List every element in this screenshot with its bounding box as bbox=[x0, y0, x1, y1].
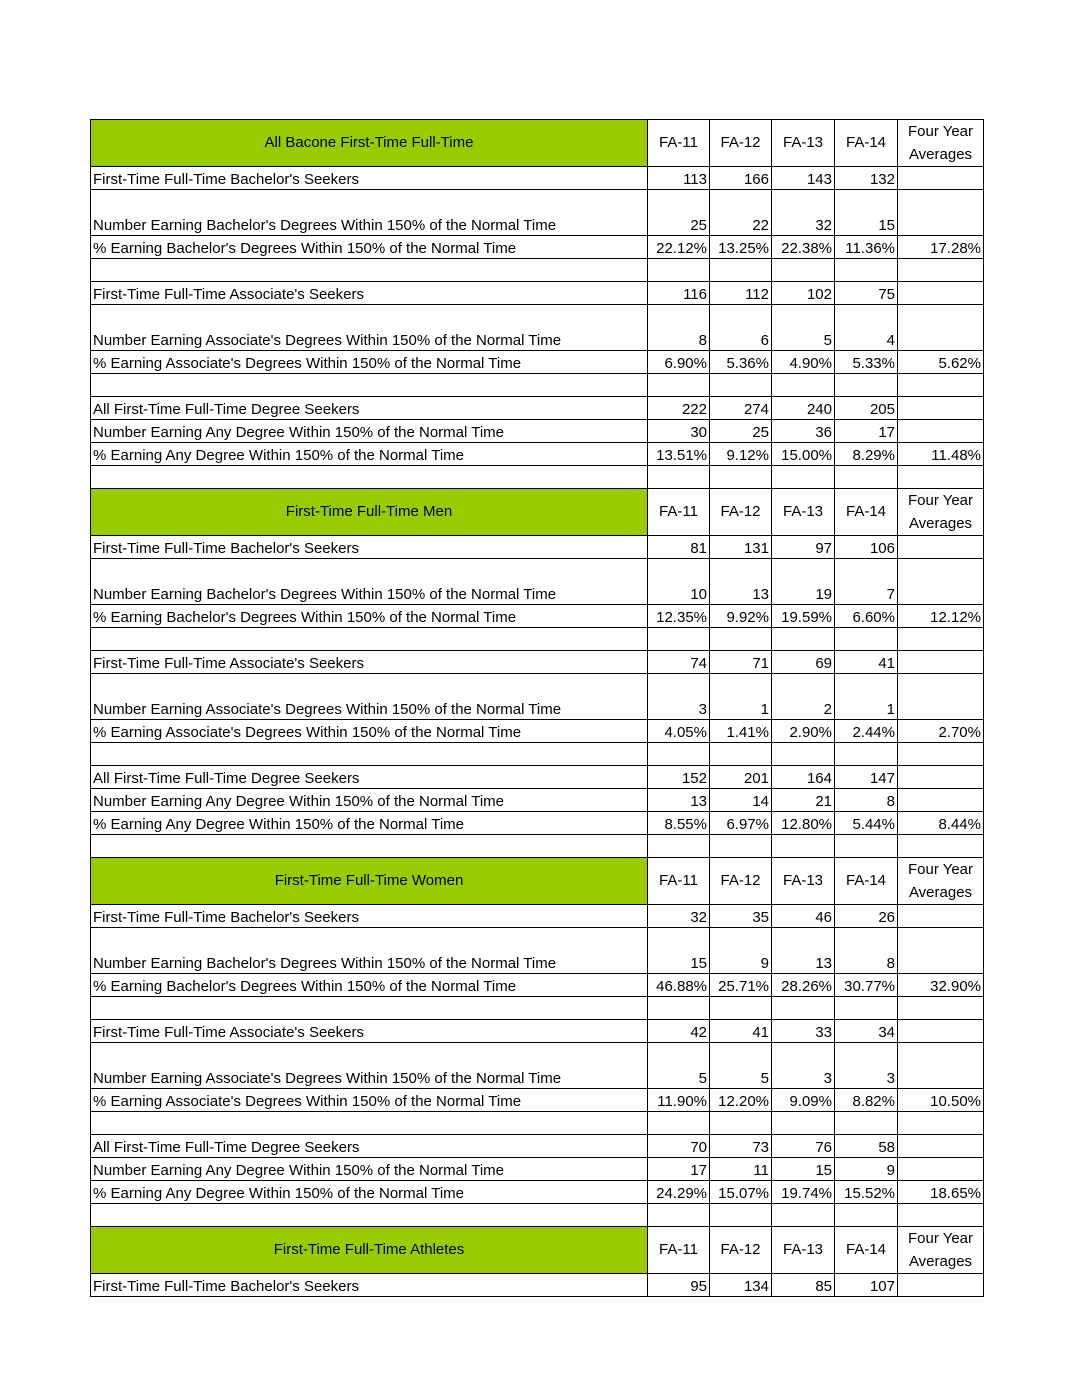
table-row bbox=[91, 1020, 984, 1043]
value-cell bbox=[710, 1112, 772, 1135]
value-cell: 17 bbox=[648, 1158, 710, 1181]
four-year-averages-header bbox=[898, 489, 984, 536]
table-row bbox=[91, 812, 984, 835]
column-header: FA-12 bbox=[710, 1227, 772, 1274]
avg-header-line2: Averages bbox=[908, 515, 973, 532]
spacer-row bbox=[91, 835, 984, 858]
row-label: Number Earning Any Degree Within 150% of the Normal Time bbox=[91, 789, 648, 812]
row-label: First-Time Full-Time Bachelor's Seekers bbox=[91, 1274, 648, 1297]
table-row bbox=[91, 443, 984, 466]
spacer-row bbox=[91, 743, 984, 766]
average-cell bbox=[898, 651, 984, 674]
value-cell bbox=[648, 997, 710, 1020]
row-label: Number Earning Associate's Degrees Within 150% of the Normal Time bbox=[91, 1043, 648, 1089]
value-cell: 46.88% bbox=[648, 974, 710, 997]
value-cell: 30.77% bbox=[835, 974, 898, 997]
row-label: Number Earning Bachelor's Degrees Within 150% of the Normal Time bbox=[91, 190, 648, 236]
value-cell: 25.71% bbox=[710, 974, 772, 997]
average-cell: 5.62% bbox=[898, 351, 984, 374]
value-cell: 166 bbox=[710, 167, 772, 190]
completion-rates-table bbox=[90, 119, 984, 1297]
average-cell bbox=[898, 282, 984, 305]
value-cell: 4 bbox=[835, 305, 898, 351]
value-cell: 11.90% bbox=[648, 1089, 710, 1112]
value-cell: 22 bbox=[710, 190, 772, 236]
value-cell: 8.29% bbox=[835, 443, 898, 466]
value-cell: 42 bbox=[648, 1020, 710, 1043]
value-cell: 41 bbox=[710, 1020, 772, 1043]
four-year-averages-header bbox=[898, 1227, 984, 1274]
column-header: FA-11 bbox=[648, 858, 710, 905]
value-cell: 24.29% bbox=[648, 1181, 710, 1204]
value-cell: 28.26% bbox=[772, 974, 835, 997]
value-cell: 7 bbox=[835, 559, 898, 605]
value-cell: 15 bbox=[835, 190, 898, 236]
avg-header-line2: Averages bbox=[908, 146, 973, 163]
value-cell bbox=[710, 997, 772, 1020]
value-cell: 46 bbox=[772, 905, 835, 928]
row-label: % Earning Associate's Degrees Within 150% of the Normal Time bbox=[91, 351, 648, 374]
average-cell bbox=[898, 1135, 984, 1158]
value-cell: 3 bbox=[772, 1043, 835, 1089]
column-header: FA-13 bbox=[772, 120, 835, 167]
value-cell: 76 bbox=[772, 1135, 835, 1158]
average-cell bbox=[898, 1112, 984, 1135]
table-row bbox=[91, 974, 984, 997]
value-cell: 9 bbox=[835, 1158, 898, 1181]
average-cell: 18.65% bbox=[898, 1181, 984, 1204]
value-cell: 69 bbox=[772, 651, 835, 674]
column-header: FA-11 bbox=[648, 1227, 710, 1274]
value-cell bbox=[710, 259, 772, 282]
section-title: First-Time Full-Time Athletes bbox=[91, 1227, 648, 1274]
value-cell: 2.44% bbox=[835, 720, 898, 743]
section-title: All Bacone First-Time Full-Time bbox=[91, 120, 648, 167]
column-header: FA-12 bbox=[710, 489, 772, 536]
value-cell bbox=[772, 835, 835, 858]
row-label: All First-Time Full-Time Degree Seekers bbox=[91, 766, 648, 789]
section-header-row bbox=[91, 489, 984, 536]
value-cell: 73 bbox=[710, 1135, 772, 1158]
section-header-row bbox=[91, 1227, 984, 1274]
row-label: Number Earning Any Degree Within 150% of the Normal Time bbox=[91, 420, 648, 443]
value-cell bbox=[648, 259, 710, 282]
value-cell: 8.55% bbox=[648, 812, 710, 835]
value-cell: 11.36% bbox=[835, 236, 898, 259]
value-cell: 164 bbox=[772, 766, 835, 789]
value-cell bbox=[710, 466, 772, 489]
row-label bbox=[91, 1112, 648, 1135]
value-cell bbox=[772, 466, 835, 489]
row-label: % Earning Any Degree Within 150% of the Normal Time bbox=[91, 443, 648, 466]
column-header: FA-12 bbox=[710, 858, 772, 905]
value-cell: 81 bbox=[648, 536, 710, 559]
value-cell: 34 bbox=[835, 1020, 898, 1043]
value-cell bbox=[772, 259, 835, 282]
spacer-row bbox=[91, 1204, 984, 1227]
row-label: First-Time Full-Time Associate's Seekers bbox=[91, 282, 648, 305]
value-cell: 11 bbox=[710, 1158, 772, 1181]
value-cell: 71 bbox=[710, 651, 772, 674]
table-row bbox=[91, 928, 984, 974]
value-cell: 15 bbox=[648, 928, 710, 974]
value-cell: 152 bbox=[648, 766, 710, 789]
average-cell: 17.28% bbox=[898, 236, 984, 259]
value-cell: 26 bbox=[835, 905, 898, 928]
value-cell: 113 bbox=[648, 167, 710, 190]
average-cell bbox=[898, 167, 984, 190]
average-cell bbox=[898, 559, 984, 605]
value-cell: 30 bbox=[648, 420, 710, 443]
average-cell bbox=[898, 305, 984, 351]
row-label: Number Earning Associate's Degrees Within 150% of the Normal Time bbox=[91, 674, 648, 720]
value-cell: 3 bbox=[648, 674, 710, 720]
value-cell: 95 bbox=[648, 1274, 710, 1297]
value-cell bbox=[835, 997, 898, 1020]
table-row bbox=[91, 1158, 984, 1181]
value-cell: 19.74% bbox=[772, 1181, 835, 1204]
value-cell bbox=[835, 1204, 898, 1227]
value-cell: 36 bbox=[772, 420, 835, 443]
row-label: Number Earning Bachelor's Degrees Within 150% of the Normal Time bbox=[91, 559, 648, 605]
value-cell bbox=[648, 1204, 710, 1227]
table-row bbox=[91, 536, 984, 559]
row-label: First-Time Full-Time Bachelor's Seekers bbox=[91, 167, 648, 190]
value-cell: 15.52% bbox=[835, 1181, 898, 1204]
value-cell bbox=[648, 628, 710, 651]
average-cell bbox=[898, 190, 984, 236]
value-cell bbox=[710, 1204, 772, 1227]
average-cell bbox=[898, 1274, 984, 1297]
row-label bbox=[91, 259, 648, 282]
value-cell: 6.97% bbox=[710, 812, 772, 835]
row-label: Number Earning Associate's Degrees Within 150% of the Normal Time bbox=[91, 305, 648, 351]
average-cell bbox=[898, 420, 984, 443]
average-cell bbox=[898, 259, 984, 282]
value-cell bbox=[835, 259, 898, 282]
row-label: First-Time Full-Time Bachelor's Seekers bbox=[91, 905, 648, 928]
table-row bbox=[91, 559, 984, 605]
value-cell: 131 bbox=[710, 536, 772, 559]
average-cell: 12.12% bbox=[898, 605, 984, 628]
value-cell: 5 bbox=[772, 305, 835, 351]
section-header-row bbox=[91, 858, 984, 905]
value-cell bbox=[772, 997, 835, 1020]
column-header: FA-11 bbox=[648, 489, 710, 536]
value-cell bbox=[648, 743, 710, 766]
row-label bbox=[91, 743, 648, 766]
row-label: Number Earning Any Degree Within 150% of the Normal Time bbox=[91, 1158, 648, 1181]
value-cell: 143 bbox=[772, 167, 835, 190]
value-cell: 106 bbox=[835, 536, 898, 559]
table-row bbox=[91, 789, 984, 812]
table-row bbox=[91, 282, 984, 305]
avg-header-line2: Averages bbox=[908, 1253, 973, 1270]
value-cell: 9 bbox=[710, 928, 772, 974]
value-cell: 8.82% bbox=[835, 1089, 898, 1112]
avg-header-line1: Four Year bbox=[907, 1230, 974, 1247]
avg-header-line2: Averages bbox=[908, 884, 973, 901]
value-cell bbox=[648, 374, 710, 397]
table-row bbox=[91, 397, 984, 420]
section-title: First-Time Full-Time Men bbox=[91, 489, 648, 536]
value-cell: 13 bbox=[710, 559, 772, 605]
value-cell bbox=[835, 374, 898, 397]
table-row bbox=[91, 305, 984, 351]
value-cell: 5 bbox=[648, 1043, 710, 1089]
value-cell: 8 bbox=[835, 789, 898, 812]
row-label: % Earning Bachelor's Degrees Within 150% of the Normal Time bbox=[91, 605, 648, 628]
table-row bbox=[91, 1274, 984, 1297]
value-cell: 9.12% bbox=[710, 443, 772, 466]
value-cell: 25 bbox=[648, 190, 710, 236]
value-cell bbox=[710, 743, 772, 766]
column-header: FA-14 bbox=[835, 120, 898, 167]
four-year-averages-header bbox=[898, 120, 984, 167]
value-cell: 1 bbox=[710, 674, 772, 720]
value-cell: 41 bbox=[835, 651, 898, 674]
average-cell bbox=[898, 905, 984, 928]
spacer-row bbox=[91, 1112, 984, 1135]
value-cell: 5.33% bbox=[835, 351, 898, 374]
value-cell: 22.12% bbox=[648, 236, 710, 259]
value-cell bbox=[772, 374, 835, 397]
average-cell bbox=[898, 743, 984, 766]
column-header: FA-14 bbox=[835, 858, 898, 905]
column-header: FA-13 bbox=[772, 1227, 835, 1274]
table-row bbox=[91, 1181, 984, 1204]
value-cell: 17 bbox=[835, 420, 898, 443]
value-cell: 97 bbox=[772, 536, 835, 559]
row-label: % Earning Associate's Degrees Within 150% of the Normal Time bbox=[91, 720, 648, 743]
average-cell bbox=[898, 1158, 984, 1181]
value-cell bbox=[710, 374, 772, 397]
spacer-row bbox=[91, 997, 984, 1020]
spacer-row bbox=[91, 259, 984, 282]
value-cell: 14 bbox=[710, 789, 772, 812]
section-title: First-Time Full-Time Women bbox=[91, 858, 648, 905]
value-cell: 85 bbox=[772, 1274, 835, 1297]
average-cell bbox=[898, 397, 984, 420]
value-cell: 22.38% bbox=[772, 236, 835, 259]
row-label: All First-Time Full-Time Degree Seekers bbox=[91, 1135, 648, 1158]
column-header: FA-14 bbox=[835, 489, 898, 536]
avg-header-line1: Four Year bbox=[907, 861, 974, 878]
average-cell bbox=[898, 374, 984, 397]
average-cell: 8.44% bbox=[898, 812, 984, 835]
value-cell: 19 bbox=[772, 559, 835, 605]
row-label: First-Time Full-Time Bachelor's Seekers bbox=[91, 536, 648, 559]
completion-rates-sheet bbox=[90, 119, 984, 1297]
average-cell: 2.70% bbox=[898, 720, 984, 743]
average-cell bbox=[898, 628, 984, 651]
table-row bbox=[91, 905, 984, 928]
value-cell bbox=[710, 628, 772, 651]
value-cell: 2 bbox=[772, 674, 835, 720]
row-label bbox=[91, 628, 648, 651]
value-cell: 15.00% bbox=[772, 443, 835, 466]
value-cell: 132 bbox=[835, 167, 898, 190]
spacer-row bbox=[91, 628, 984, 651]
value-cell bbox=[772, 1112, 835, 1135]
average-cell bbox=[898, 466, 984, 489]
value-cell: 35 bbox=[710, 905, 772, 928]
value-cell bbox=[648, 466, 710, 489]
table-row bbox=[91, 1135, 984, 1158]
value-cell: 116 bbox=[648, 282, 710, 305]
section-header-row bbox=[91, 120, 984, 167]
value-cell: 10 bbox=[648, 559, 710, 605]
table-row bbox=[91, 674, 984, 720]
value-cell: 1 bbox=[835, 674, 898, 720]
row-label: All First-Time Full-Time Degree Seekers bbox=[91, 397, 648, 420]
value-cell: 6.60% bbox=[835, 605, 898, 628]
average-cell: 32.90% bbox=[898, 974, 984, 997]
value-cell: 1.41% bbox=[710, 720, 772, 743]
row-label bbox=[91, 466, 648, 489]
spacer-row bbox=[91, 374, 984, 397]
value-cell: 13.51% bbox=[648, 443, 710, 466]
value-cell: 74 bbox=[648, 651, 710, 674]
table-row bbox=[91, 605, 984, 628]
value-cell: 13.25% bbox=[710, 236, 772, 259]
value-cell: 32 bbox=[772, 190, 835, 236]
value-cell bbox=[835, 1112, 898, 1135]
row-label: % Earning Any Degree Within 150% of the Normal Time bbox=[91, 1181, 648, 1204]
value-cell bbox=[835, 835, 898, 858]
value-cell: 8 bbox=[835, 928, 898, 974]
value-cell: 107 bbox=[835, 1274, 898, 1297]
column-header: FA-13 bbox=[772, 489, 835, 536]
value-cell: 12.20% bbox=[710, 1089, 772, 1112]
value-cell bbox=[710, 835, 772, 858]
value-cell: 25 bbox=[710, 420, 772, 443]
average-cell bbox=[898, 997, 984, 1020]
value-cell: 5 bbox=[710, 1043, 772, 1089]
spacer-row bbox=[91, 466, 984, 489]
value-cell bbox=[772, 1204, 835, 1227]
row-label bbox=[91, 1204, 648, 1227]
average-cell bbox=[898, 674, 984, 720]
value-cell: 102 bbox=[772, 282, 835, 305]
average-cell bbox=[898, 766, 984, 789]
value-cell: 3 bbox=[835, 1043, 898, 1089]
value-cell: 205 bbox=[835, 397, 898, 420]
value-cell bbox=[772, 628, 835, 651]
average-cell: 11.48% bbox=[898, 443, 984, 466]
value-cell: 12.35% bbox=[648, 605, 710, 628]
value-cell: 19.59% bbox=[772, 605, 835, 628]
value-cell: 13 bbox=[648, 789, 710, 812]
value-cell: 134 bbox=[710, 1274, 772, 1297]
value-cell: 6 bbox=[710, 305, 772, 351]
column-header: FA-13 bbox=[772, 858, 835, 905]
table-row bbox=[91, 1043, 984, 1089]
value-cell: 4.90% bbox=[772, 351, 835, 374]
table-row bbox=[91, 1089, 984, 1112]
row-label bbox=[91, 835, 648, 858]
row-label: Number Earning Bachelor's Degrees Within 150% of the Normal Time bbox=[91, 928, 648, 974]
row-label: % Earning Bachelor's Degrees Within 150% of the Normal Time bbox=[91, 974, 648, 997]
value-cell: 240 bbox=[772, 397, 835, 420]
avg-header-line1: Four Year bbox=[907, 492, 974, 509]
value-cell: 5.44% bbox=[835, 812, 898, 835]
value-cell: 13 bbox=[772, 928, 835, 974]
table-row bbox=[91, 167, 984, 190]
table-row bbox=[91, 720, 984, 743]
value-cell: 33 bbox=[772, 1020, 835, 1043]
value-cell: 201 bbox=[710, 766, 772, 789]
average-cell: 10.50% bbox=[898, 1089, 984, 1112]
table-row bbox=[91, 236, 984, 259]
value-cell: 21 bbox=[772, 789, 835, 812]
value-cell: 4.05% bbox=[648, 720, 710, 743]
value-cell: 5.36% bbox=[710, 351, 772, 374]
column-header: FA-14 bbox=[835, 1227, 898, 1274]
value-cell: 147 bbox=[835, 766, 898, 789]
value-cell bbox=[835, 466, 898, 489]
value-cell: 112 bbox=[710, 282, 772, 305]
average-cell bbox=[898, 928, 984, 974]
four-year-averages-header bbox=[898, 858, 984, 905]
average-cell bbox=[898, 1020, 984, 1043]
value-cell: 32 bbox=[648, 905, 710, 928]
average-cell bbox=[898, 1204, 984, 1227]
value-cell: 222 bbox=[648, 397, 710, 420]
value-cell: 58 bbox=[835, 1135, 898, 1158]
value-cell: 8 bbox=[648, 305, 710, 351]
value-cell bbox=[648, 835, 710, 858]
table-row bbox=[91, 420, 984, 443]
value-cell: 9.92% bbox=[710, 605, 772, 628]
value-cell: 70 bbox=[648, 1135, 710, 1158]
value-cell: 75 bbox=[835, 282, 898, 305]
value-cell: 6.90% bbox=[648, 351, 710, 374]
table-row bbox=[91, 190, 984, 236]
value-cell: 274 bbox=[710, 397, 772, 420]
average-cell bbox=[898, 1043, 984, 1089]
column-header: FA-12 bbox=[710, 120, 772, 167]
avg-header-line1: Four Year bbox=[907, 123, 974, 140]
row-label: % Earning Any Degree Within 150% of the Normal Time bbox=[91, 812, 648, 835]
value-cell: 9.09% bbox=[772, 1089, 835, 1112]
value-cell bbox=[835, 628, 898, 651]
table-row bbox=[91, 766, 984, 789]
average-cell bbox=[898, 835, 984, 858]
table-row bbox=[91, 351, 984, 374]
row-label bbox=[91, 374, 648, 397]
row-label: % Earning Bachelor's Degrees Within 150% of the Normal Time bbox=[91, 236, 648, 259]
column-header: FA-11 bbox=[648, 120, 710, 167]
average-cell bbox=[898, 789, 984, 812]
value-cell bbox=[772, 743, 835, 766]
row-label bbox=[91, 997, 648, 1020]
row-label: First-Time Full-Time Associate's Seekers bbox=[91, 1020, 648, 1043]
value-cell: 2.90% bbox=[772, 720, 835, 743]
value-cell: 15.07% bbox=[710, 1181, 772, 1204]
value-cell: 15 bbox=[772, 1158, 835, 1181]
row-label: First-Time Full-Time Associate's Seekers bbox=[91, 651, 648, 674]
value-cell bbox=[835, 743, 898, 766]
row-label: % Earning Associate's Degrees Within 150% of the Normal Time bbox=[91, 1089, 648, 1112]
average-cell bbox=[898, 536, 984, 559]
value-cell bbox=[648, 1112, 710, 1135]
table-row bbox=[91, 651, 984, 674]
value-cell: 12.80% bbox=[772, 812, 835, 835]
